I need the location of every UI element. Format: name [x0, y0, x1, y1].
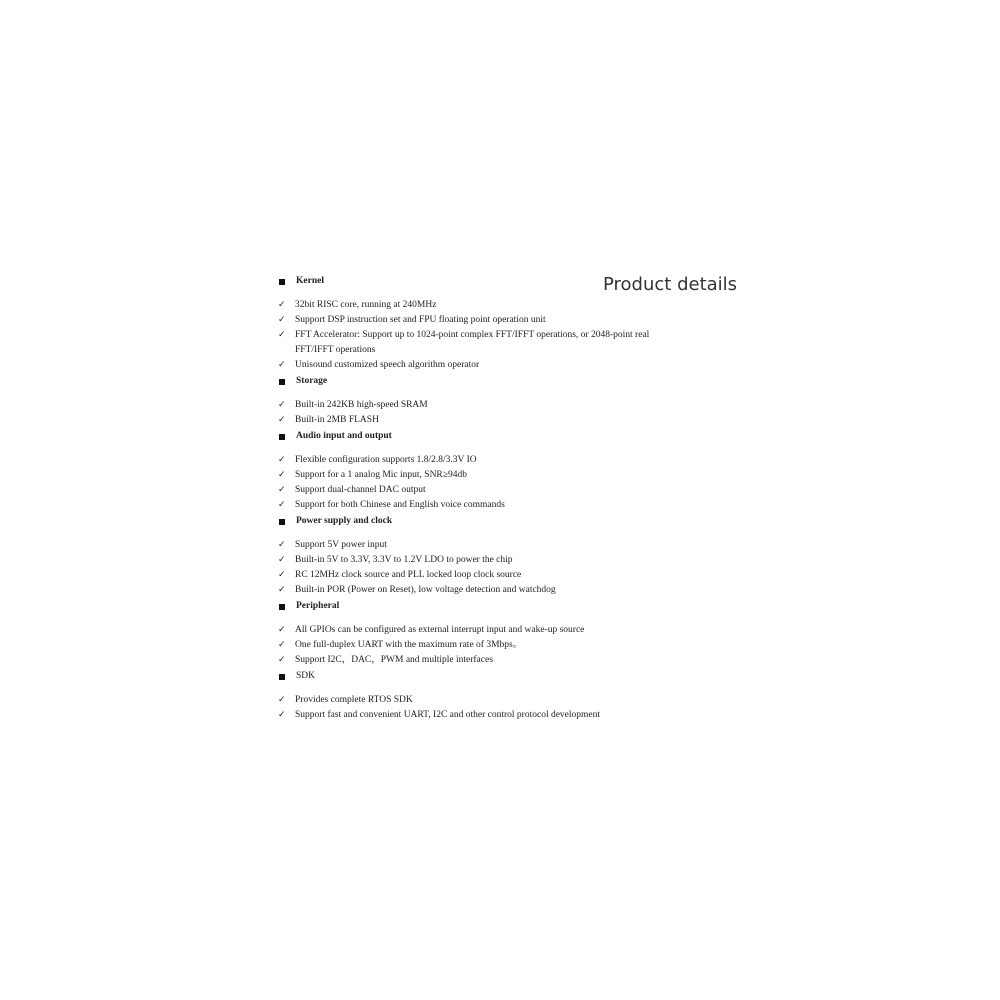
- item-text: Support fast and convenient UART, I2C and other control protocol development: [295, 710, 601, 720]
- checkmark-icon: ✓: [278, 315, 286, 325]
- section-power: [278, 514, 698, 598]
- square-bullet-icon: [279, 434, 285, 440]
- checkmark-icon: ✓: [278, 655, 286, 665]
- section-title: Power supply and clock: [296, 516, 393, 526]
- section-kernel: [278, 274, 698, 373]
- section-header: [278, 429, 698, 444]
- list-item: [278, 453, 698, 468]
- page-title: Product details: [603, 274, 738, 295]
- list-item: [278, 468, 698, 483]
- list-item: [278, 653, 698, 668]
- checkmark-icon: ✓: [278, 625, 286, 635]
- square-bullet-icon: [279, 519, 285, 525]
- item-text: Built-in POR (Power on Reset), low voltage detection and watchdog: [295, 585, 556, 595]
- section-header: [278, 514, 698, 529]
- list-item: [278, 568, 698, 583]
- section-title: Peripheral: [296, 601, 340, 611]
- item-text: Support DSP instruction set and FPU floating point operation unit: [295, 315, 546, 325]
- list-item: [278, 583, 698, 598]
- checkmark-icon: ✓: [278, 360, 286, 370]
- checkmark-icon: ✓: [278, 640, 286, 650]
- square-bullet-icon: [279, 674, 285, 680]
- item-text: FFT Accelerator: Support up to 1024-point complex FFT/IFFT operations, or 2048-point real FFT/IFFT operations: [295, 330, 650, 355]
- section-title: Storage: [296, 376, 328, 386]
- item-text: Support for both Chinese and English voice commands: [295, 500, 505, 510]
- section-title: Audio input and output: [296, 431, 392, 441]
- list-item: [278, 638, 698, 653]
- item-text: 32bit RISC core, running at 240MHz: [295, 300, 437, 310]
- checkmark-icon: ✓: [278, 695, 286, 705]
- checkmark-icon: ✓: [278, 400, 286, 410]
- section-title: Kernel: [296, 276, 324, 286]
- item-text: Support for a 1 analog Mic input, SNR≥94db: [295, 470, 467, 480]
- spec-list: [278, 274, 698, 724]
- list-item: [278, 693, 698, 708]
- checkmark-icon: ✓: [278, 555, 286, 565]
- list-item: [278, 623, 698, 638]
- square-bullet-icon: [279, 379, 285, 385]
- checkmark-icon: ✓: [278, 585, 286, 595]
- list-item: [278, 328, 698, 358]
- list-item: [278, 553, 698, 568]
- list-item: [278, 413, 698, 428]
- section-audio: [278, 429, 698, 513]
- checkmark-icon: ✓: [278, 540, 286, 550]
- section-storage: [278, 374, 698, 428]
- item-text: Unisound customized speech algorithm operator: [295, 360, 480, 370]
- square-bullet-icon: [279, 604, 285, 610]
- section-sdk: [278, 669, 698, 723]
- checkmark-icon: ✓: [278, 470, 286, 480]
- item-text: One full-duplex UART with the maximum rate of 3Mbps。: [295, 640, 523, 650]
- list-item: [278, 298, 698, 313]
- section-header: [278, 599, 698, 614]
- section-title: SDK: [296, 671, 316, 681]
- checkmark-icon: ✓: [278, 500, 286, 510]
- item-text: Support 5V power input: [295, 540, 387, 550]
- list-item: [278, 708, 698, 723]
- list-item: [278, 398, 698, 413]
- list-item: [278, 538, 698, 553]
- item-text: Built-in 2MB FLASH: [295, 415, 379, 425]
- list-item: [278, 358, 698, 373]
- item-text: All GPIOs can be configured as external interrupt input and wake-up source: [295, 625, 585, 635]
- list-item: [278, 313, 698, 328]
- item-text: Built-in 242KB high-speed SRAM: [295, 400, 428, 410]
- item-text: Provides complete RTOS SDK: [295, 695, 413, 705]
- checkmark-icon: ✓: [278, 415, 286, 425]
- section-header: [278, 374, 698, 389]
- list-item: [278, 483, 698, 498]
- list-item: [278, 498, 698, 513]
- section-peripheral: [278, 599, 698, 668]
- item-text: Support dual-channel DAC output: [295, 485, 426, 495]
- section-header: [278, 274, 698, 289]
- item-text: Flexible configuration supports 1.8/2.8/3.3V IO: [295, 455, 477, 465]
- checkmark-icon: ✓: [278, 455, 286, 465]
- item-text: Built-in 5V to 3.3V, 3.3V to 1.2V LDO to power the chip: [295, 555, 513, 565]
- item-text: Support I2C，DAC，PWM and multiple interfaces: [295, 655, 493, 665]
- checkmark-icon: ✓: [278, 570, 286, 580]
- square-bullet-icon: [279, 279, 285, 285]
- item-text: RC 12MHz clock source and PLL locked loop clock source: [295, 570, 522, 580]
- checkmark-icon: ✓: [278, 485, 286, 495]
- checkmark-icon: ✓: [278, 710, 286, 720]
- section-header: [278, 669, 698, 684]
- checkmark-icon: ✓: [278, 330, 286, 340]
- checkmark-icon: ✓: [278, 300, 286, 310]
